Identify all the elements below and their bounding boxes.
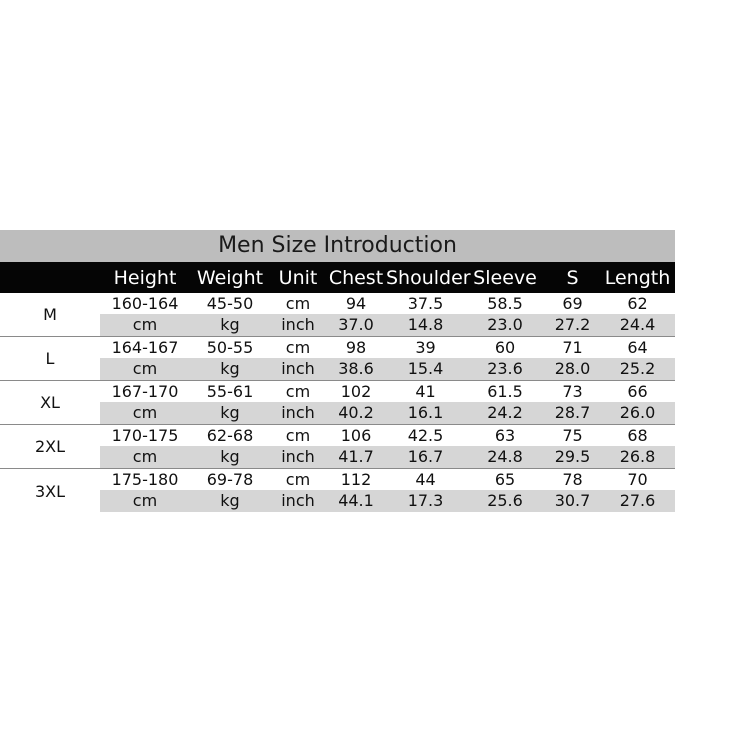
cell-chest: 40.2 <box>338 403 374 422</box>
cell-s: 28.7 <box>554 403 591 422</box>
cell-s: 71 <box>562 338 583 357</box>
header-unit: Unit <box>278 267 318 289</box>
size-label: M <box>43 305 57 324</box>
cell-sleeve: 61.5 <box>487 382 523 401</box>
header-height: Height <box>113 267 177 289</box>
cell-sleeve: 23.0 <box>487 315 523 334</box>
cell-height: cm <box>132 403 158 422</box>
cell-weight: 50-55 <box>206 338 254 357</box>
cell-chest: 102 <box>340 382 372 401</box>
cell-unit: inch <box>281 359 315 378</box>
size-group-l <box>0 337 675 381</box>
cell-height: 167-170 <box>111 382 179 401</box>
header-size <box>0 262 100 293</box>
cell-shoulder: 14.8 <box>407 315 444 334</box>
cell-sleeve: 25.6 <box>487 491 523 510</box>
cell-sleeve: 24.2 <box>487 403 523 422</box>
cell-weight: 69-78 <box>206 470 254 489</box>
cell-chest: 98 <box>345 338 367 357</box>
cell-length: 66 <box>627 382 648 401</box>
size-label: 3XL <box>34 481 66 501</box>
table-row <box>100 425 675 446</box>
cell-unit: cm <box>285 470 311 489</box>
cell-length: 68 <box>627 426 648 445</box>
table-row <box>100 293 675 314</box>
cell-s: 28.0 <box>554 359 591 378</box>
cell-shoulder: 16.7 <box>407 447 444 466</box>
cell-unit: cm <box>285 426 311 445</box>
cell-height: 175-180 <box>111 470 179 489</box>
cell-chest: 37.0 <box>338 315 374 334</box>
chart-title: Men Size Introduction <box>0 230 675 262</box>
table-row <box>100 446 675 468</box>
cell-height: 160-164 <box>111 294 179 313</box>
cell-s: 29.5 <box>554 447 591 466</box>
size-group-xl <box>0 381 675 425</box>
table-row <box>100 469 675 490</box>
cell-unit: inch <box>281 315 315 334</box>
cell-s: 78 <box>562 470 583 489</box>
cell-shoulder: 15.4 <box>407 359 444 378</box>
cell-shoulder: 17.3 <box>407 491 444 510</box>
cell-sleeve: 63 <box>494 426 516 445</box>
cell-shoulder: 42.5 <box>407 426 444 445</box>
cell-length: 25.2 <box>619 359 656 378</box>
table-row <box>100 402 675 424</box>
cell-unit: inch <box>281 403 315 422</box>
cell-s: 30.7 <box>554 491 591 510</box>
cell-chest: 106 <box>340 426 372 445</box>
cell-shoulder: 16.1 <box>407 403 444 422</box>
table-row <box>100 358 675 380</box>
cell-weight: kg <box>220 403 240 422</box>
header-row <box>0 262 675 293</box>
cell-length: 70 <box>627 470 648 489</box>
cell-height: cm <box>132 359 158 378</box>
cell-length: 26.8 <box>619 447 656 466</box>
cell-length: 24.4 <box>619 315 656 334</box>
cell-shoulder: 44 <box>415 470 436 489</box>
cell-chest: 112 <box>340 470 372 489</box>
table-row <box>100 381 675 402</box>
cell-height: cm <box>132 315 158 334</box>
cell-unit: cm <box>285 382 311 401</box>
cell-unit: inch <box>281 447 315 466</box>
cell-length: 62 <box>627 294 648 313</box>
cell-shoulder: 41 <box>415 382 436 401</box>
size-label: 2XL <box>34 437 66 456</box>
cell-s: 75 <box>562 426 583 445</box>
cell-weight: 45-50 <box>206 294 254 313</box>
cell-weight: 62-68 <box>206 426 254 445</box>
header-weight: Weight <box>196 267 264 289</box>
cell-height: cm <box>132 447 158 466</box>
table-row <box>100 490 675 512</box>
cell-chest: 41.7 <box>338 447 374 466</box>
size-label: XL <box>40 393 60 412</box>
cell-sleeve: 58.5 <box>487 294 523 313</box>
cell-weight: kg <box>220 359 240 378</box>
cell-unit: cm <box>285 338 311 357</box>
cell-s: 73 <box>562 382 583 401</box>
cell-height: 170-175 <box>111 426 179 445</box>
header-shoulder: Shoulder <box>386 267 471 289</box>
cell-weight: kg <box>220 491 240 510</box>
header-chest: Chest <box>328 267 384 289</box>
cell-height: cm <box>132 491 158 510</box>
cell-length: 26.0 <box>619 403 656 422</box>
cell-weight: kg <box>220 315 240 334</box>
cell-weight: 55-61 <box>206 382 254 401</box>
cell-shoulder: 39 <box>415 338 436 357</box>
cell-chest: 38.6 <box>338 359 374 378</box>
cell-height: 164-167 <box>111 338 179 357</box>
table-row <box>100 314 675 336</box>
cell-unit: cm <box>285 294 311 313</box>
size-group-3xl <box>0 469 675 513</box>
cell-unit: inch <box>281 491 315 510</box>
header-sleeve: Sleeve <box>473 267 537 289</box>
size-label: L <box>45 349 55 368</box>
cell-sleeve: 23.6 <box>487 359 523 378</box>
cell-sleeve: 24.8 <box>487 447 523 466</box>
cell-s: 69 <box>562 294 583 313</box>
cell-chest: 94 <box>345 294 367 313</box>
size-chart <box>0 230 675 513</box>
cell-sleeve: 60 <box>494 338 516 357</box>
cell-length: 27.6 <box>619 491 656 510</box>
header-length: Length <box>604 267 671 289</box>
size-group-m <box>0 293 675 337</box>
cell-s: 27.2 <box>554 315 591 334</box>
cell-sleeve: 65 <box>494 470 516 489</box>
cell-chest: 44.1 <box>338 491 374 510</box>
size-group-2xl <box>0 425 675 469</box>
cell-weight: kg <box>220 447 240 466</box>
cell-length: 64 <box>627 338 648 357</box>
table-row <box>100 337 675 358</box>
header-s: S <box>566 267 579 289</box>
cell-shoulder: 37.5 <box>407 294 444 313</box>
